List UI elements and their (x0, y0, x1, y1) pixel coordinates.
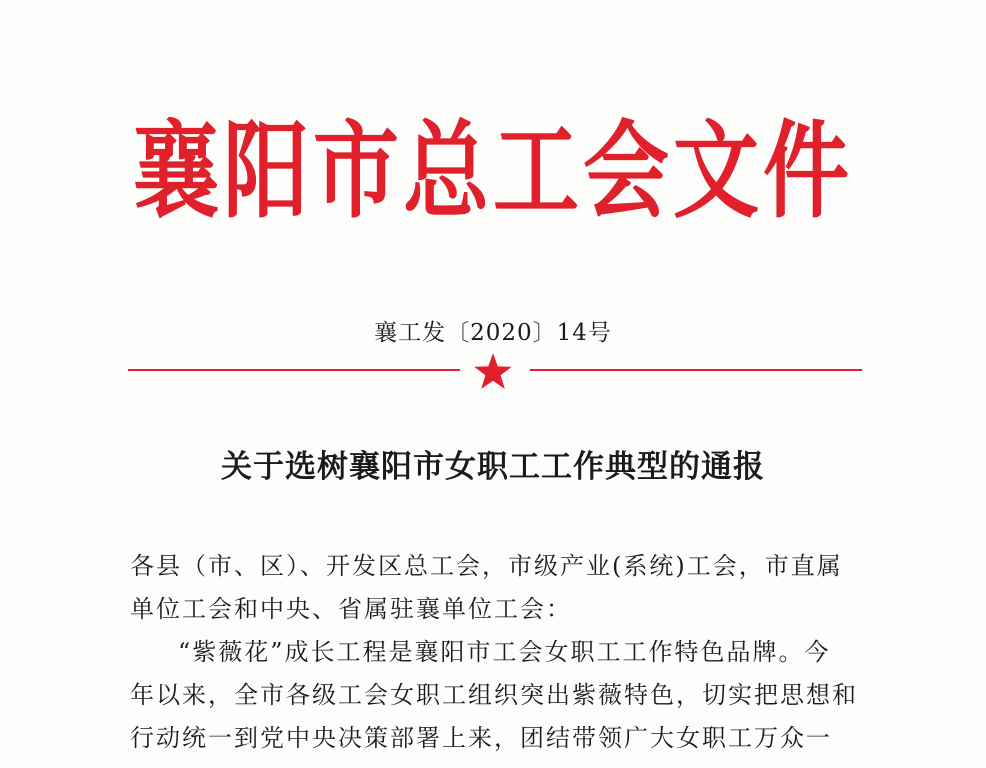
body-text (130, 545, 870, 760)
body-line: 各县（市、区）、开发区总工会，市级产业(系统)工会，市直属 (130, 552, 843, 580)
body-line: 年以来，全市各级工会女职工组织突出紫薇特色，切实把思想和 (130, 681, 858, 709)
document-number: 襄工发〔2020〕14号 (374, 320, 612, 346)
red-divider-right (530, 369, 862, 371)
issuing-authority-header (0, 112, 986, 232)
body-line: “紫薇花”成长工程是襄阳市工会女职工工作特色品牌。今 (178, 638, 831, 666)
header-title-text: 襄阳市总工会文件 (133, 111, 853, 233)
notice-title: 关于选树襄阳市女职工工作典型的通报 (221, 449, 765, 485)
body-line: 单位工会和中央、省属驻襄单位工会： (130, 595, 572, 623)
red-star-icon (473, 351, 513, 391)
red-divider-left (128, 369, 460, 371)
body-line: 行动统一到党中央决策部署上来，团结带领广大女职工万众一 (130, 724, 832, 752)
